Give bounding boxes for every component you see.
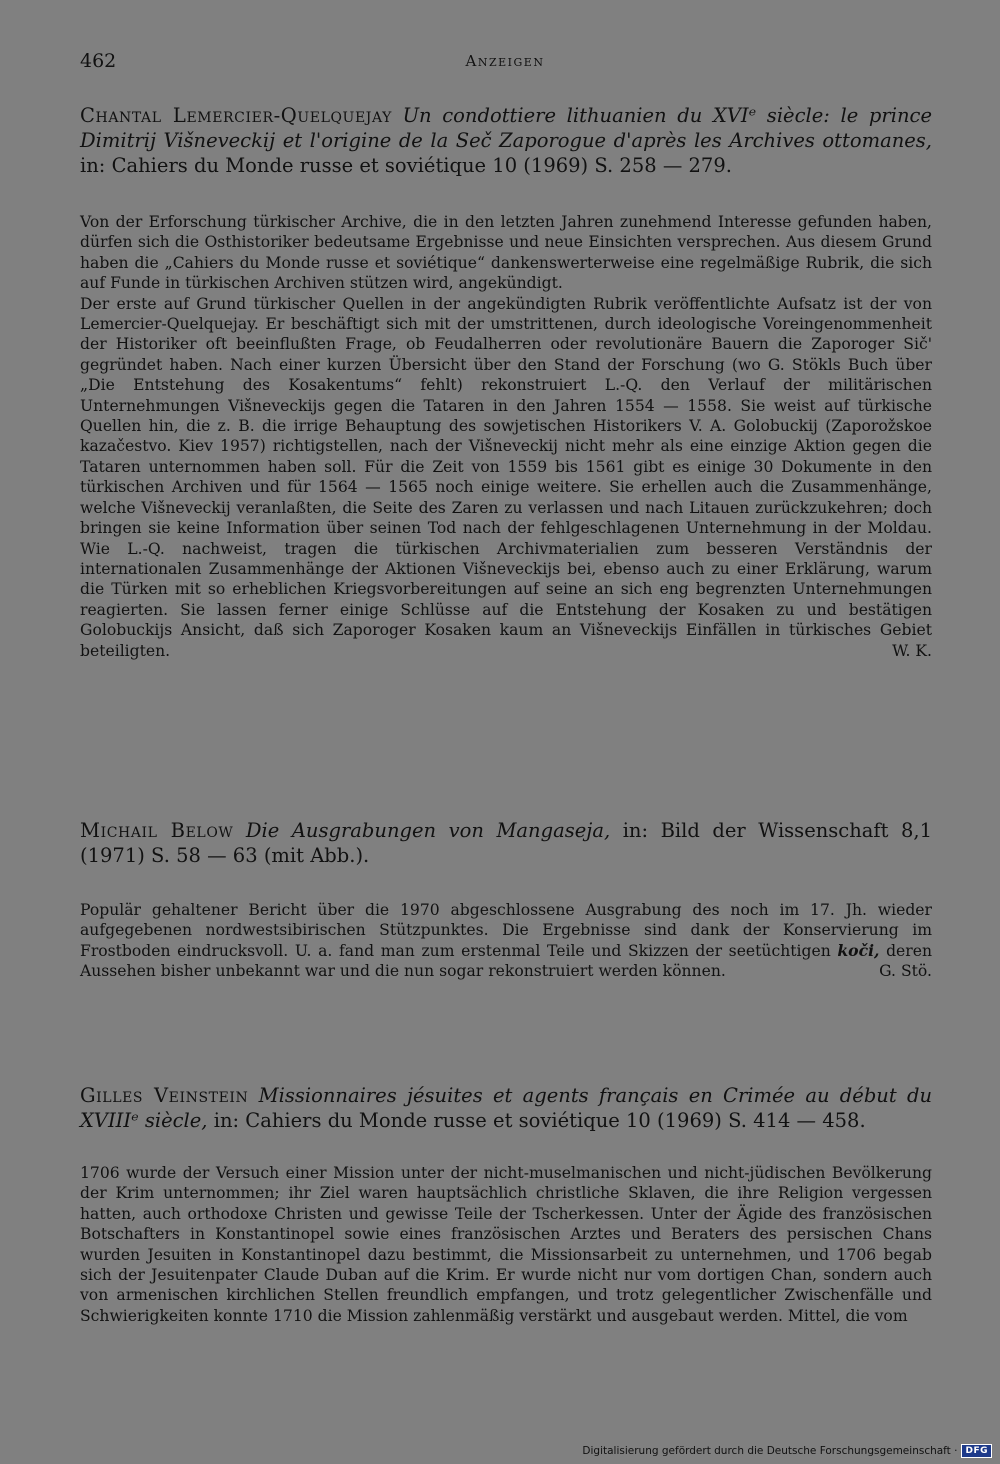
- review-entry-1: [80, 103, 932, 178]
- review-entry-2: [80, 818, 932, 868]
- author: Gilles Veinstein: [80, 1084, 249, 1107]
- review-text-2: [80, 900, 932, 982]
- footer-text: Digitalisierung gefördert durch die Deutsche Forschungsgemeinschaft ·: [582, 1445, 958, 1457]
- paragraph-text: Der erste auf Grund türkischer Quellen in der angekündigten Rubrik veröffentlichte Aufsatz ist der von Lemercier-Quelquejay. Er beschäftigt sich mit der umstrittenen, durch ideologische Voreingenommenheit der Historiker oft beeinflußten Frage, ob Feudalherren oder revolutionäre Bauern die Zaporoger Sič' gegründet haben. Nach einer kurzen Übersicht über den Stand der Forschung (wo G. Stökls Buch über „Die Entstehung des Kosakentums“ fehlt) rekonstruiert L.-Q. den Verlauf der militärischen Unternehmungen Višneveckijs gegen die Tataren in den Jahren 1554 — 1558. Sie weist auf türkische Quellen hin, die z. B. die irrige Behauptung des sowjetischen Historikers V. A. Golobuckij (Zaporožskoe kazačestvo. Kiev 1957) richtigstellen, nach der Višneveckij nicht mehr als eine einzige Aktion gegen die Tataren unternommen haben soll. Für die Zeit von 1559 bis 1561 gibt es einige 30 Dokumente in den türkischen Archiven und für 1564 — 1565 noch einige weitere. Sie erhellen auch die Zusammenhänge, welche Višneveckij veranlaßten, die Seite des Zaren zu verlassen und nach Litauen zurückzukehren; doch bringen sie keine Information über seinen Tod nach der fehlgeschlagenen Unternehmung in der Moldau. Wie L.-Q. nachweist, tragen die türkischen Archivmaterialien zum besseren Verständnis der internationalen Zusammenhänge der Aktionen Višneveckijs bei, ebenso auch zu einer Erklärung, warum die Türken mit so erheblichen Kriegsvorbereitungen auf seine an sich eng begrenzten Unternehmungen reagierten. Sie lassen ferner einige Schlüsse auf die Entstehung der Kosaken zu und bestätigen Golobuckijs Ansicht, daß sich Zaporoger Kosaken kaum an Višneveckijs Einfällen in türkisches Gebiet beteiligten.: [80, 294, 932, 660]
- paragraph: [80, 900, 932, 982]
- review-text-1: [80, 212, 932, 661]
- source: in: Cahiers du Monde russe et soviétique 10 (1969) S. 414 — 458.: [213, 1109, 866, 1132]
- reviewer-signature: G. Stö.: [879, 962, 932, 981]
- review-text-3: [80, 1163, 932, 1326]
- digitization-footer: [582, 1444, 992, 1458]
- page-header: [80, 50, 930, 78]
- paragraph: [80, 294, 932, 661]
- work-title: Missionnaires jésuites et agents français en Crimée au début du XVIIIᵉ siècle,: [80, 1084, 932, 1132]
- work-title: Die Ausgrabungen von Mangaseja,: [245, 819, 611, 842]
- author: Chantal Lemercier-Quelquejay: [80, 104, 392, 127]
- citation: [80, 818, 932, 868]
- work-title: Un condottiere lithuanien du XVIᵉ siècle: le prince Dimitrij Višneveckij et l'origine de la Seč Zaporogue d'après les Archives ottomanes,: [80, 104, 932, 152]
- source: in: Cahiers du Monde russe et soviétique 10 (1969) S. 258 — 279.: [80, 154, 732, 177]
- dfg-logo: DFG: [961, 1444, 992, 1458]
- paragraph-text: deren Aussehen bisher unbekannt war und die nun sogar rekonstruiert werden können.: [80, 941, 932, 981]
- paragraph-text: Populär gehaltener Bericht über die 1970 abgeschlossene Ausgrabung des noch im 17. Jh. wieder aufgegebenen nordwestsibirischen Stützpunktes. Die Ergebnisse sind dank der Konservierung im Frostboden eindrucksvoll. U. a. fand man zum erstenmal Teile und Skizzen der seetüchtigen: [80, 901, 932, 960]
- citation: [80, 1083, 932, 1133]
- page-number: 462: [80, 50, 117, 72]
- running-head: Anzeigen: [465, 52, 545, 70]
- review-entry-3: [80, 1083, 932, 1133]
- term: koči,: [837, 940, 880, 960]
- paragraph: 1706 wurde der Versuch einer Mission unter der nicht-muselmanischen und nicht-jüdischen Bevölkerung der Krim unternommen; ihr Ziel waren hauptsächlich christliche Sklaven, die ihre Religion vergessen hatten, auch orthodoxe Christen und gewisse Teile der Tscherkessen. Unter der Ägide des französischen Botschafters in Konstantinopel sowie eines französischen Arztes und Beraters des persischen Chans wurden Jesuiten in Konstantinopel dazu bestimmt, die Missionsarbeit zu unternehmen, und 1706 begab sich der Jesuitenpater Claude Duban auf die Krim. Er wurde nicht nur vom dortigen Chan, sondern auch von armenischen kirchlichen Stellen freundlich empfangen, und trotz gelegentlicher Zwischenfälle und Schwierigkeiten konnte 1710 die Mission zahlenmäßig verstärkt und ausgebaut werden. Mittel, die vom: [80, 1164, 932, 1325]
- paragraph: Von der Erforschung türkischer Archive, die in den letzten Jahren zunehmend Interesse gefunden haben, dürfen sich die Osthistoriker bedeutsame Ergebnisse und neue Einsichten versprechen. Aus diesem Grund haben die „Cahiers du Monde russe et soviétique“ dankenswerterweise eine regelmäßige Rubrik, die sich auf Funde in türkischen Archiven stützen wird, angekündigt.: [80, 213, 932, 293]
- source: in: Bild der Wissenschaft 8,1 (1971) S. 58 — 63 (mit Abb.).: [80, 819, 932, 867]
- citation: [80, 103, 932, 178]
- reviewer-signature: W. K.: [892, 641, 932, 660]
- author: Michail Below: [80, 819, 234, 842]
